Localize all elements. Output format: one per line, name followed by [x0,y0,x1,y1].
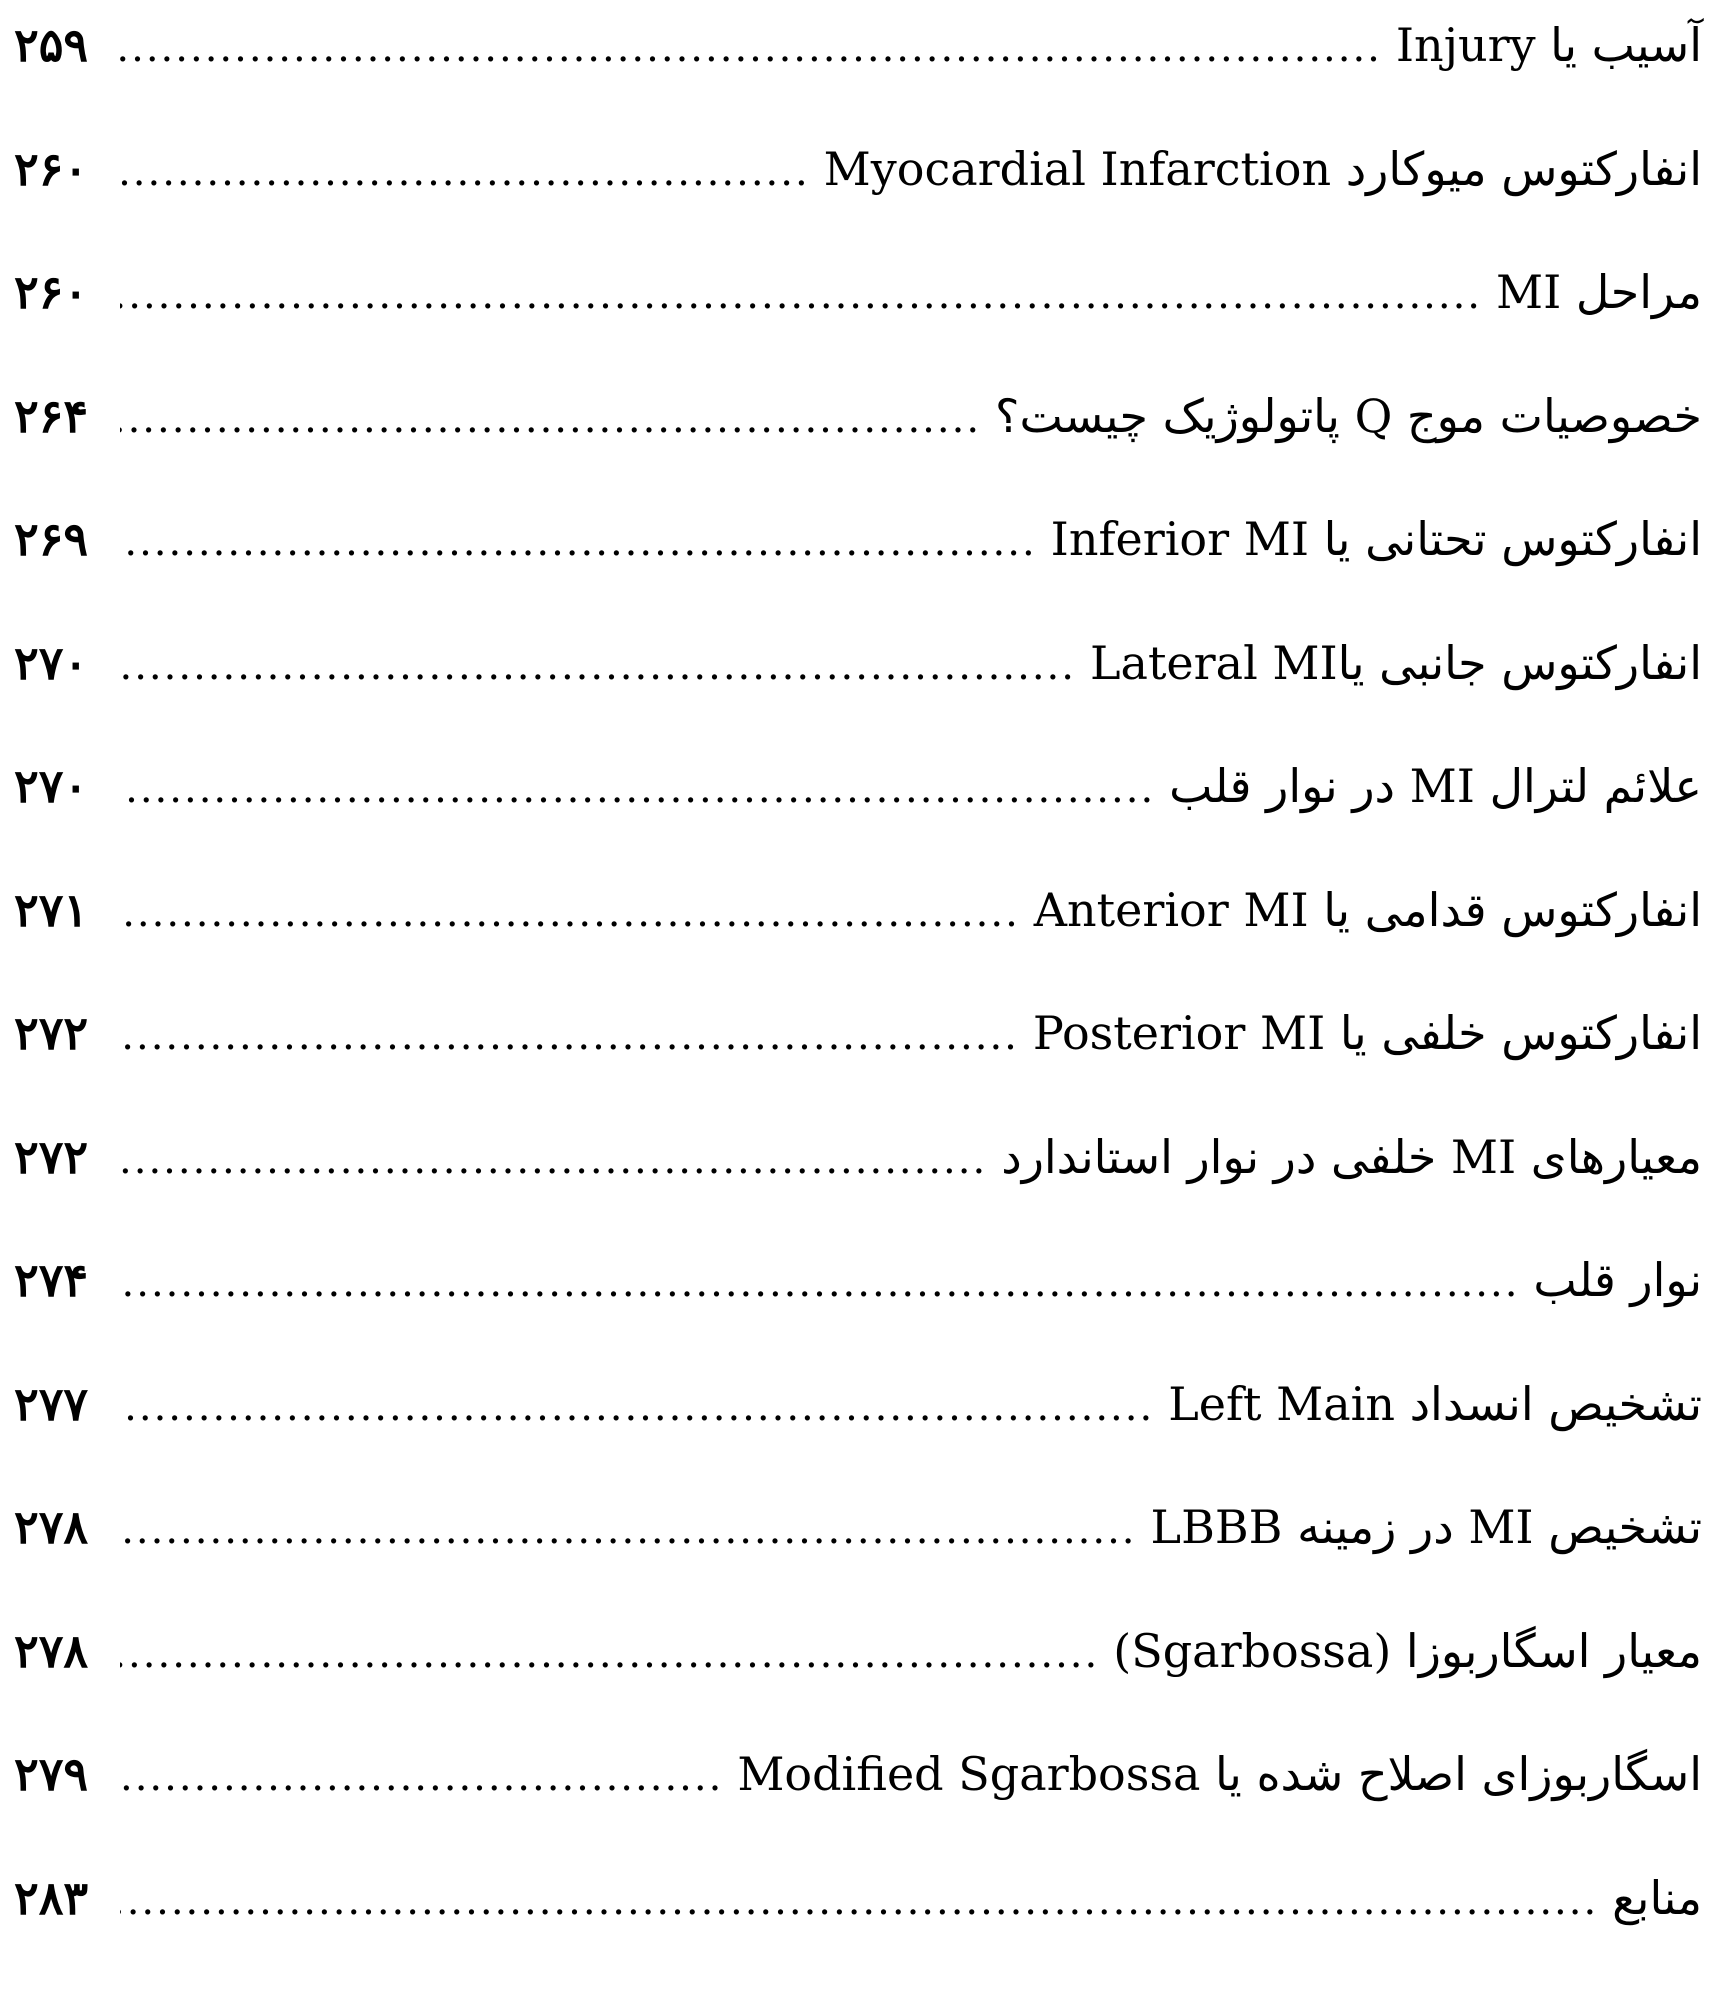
toc-entry-page-number: ۲۷۹ [14,1751,106,1797]
toc-dot-leader [120,1387,1154,1427]
toc-dot-leader [120,769,1155,809]
toc-entry-page-number: ۲۶۰ [14,146,106,192]
toc-entry-title: علائم لترال MI در نوار قلب [1169,763,1702,809]
toc-entry-title: تشخیص MI در زمینه LBBB [1151,1504,1702,1550]
toc-entry-title: انفارکتوس تحتانی یا Inferior MI [1051,516,1702,562]
toc-entry-page-number: ۲۶۴ [14,393,106,439]
toc-entry-title: انفارکتوس خلفی یا Posterior MI [1033,1010,1702,1056]
toc-dot-leader [120,1140,987,1180]
toc-entry-page-number: ۲۷۷ [14,1381,106,1427]
toc-entry-pathologic-q-wave[interactable] [14,393,1702,517]
toc-entry-posterior-mi-criteria[interactable] [14,1134,1702,1258]
toc-entry-mi-with-lbbb[interactable] [14,1504,1702,1628]
toc-entry-title: انفارکتوس میوکارد Myocardial Infarction [824,146,1702,192]
toc-dot-leader [120,399,981,439]
toc-entry-posterior-mi[interactable] [14,1010,1702,1134]
toc-dot-leader [120,893,1020,933]
toc-entry-sgarbossa-criteria[interactable] [14,1628,1702,1752]
toc-entry-page-number: ۲۷۴ [14,1257,106,1303]
toc-entry-mi-stages[interactable] [14,269,1702,393]
toc-entry-injury[interactable] [14,22,1702,146]
toc-dot-leader [120,1634,1099,1674]
toc-entry-lateral-mi-ecg-signs[interactable] [14,763,1702,887]
toc-entry-page-number: ۲۷۲ [14,1010,106,1056]
toc-entry-title: منابع [1612,1875,1702,1921]
toc-entry-title: معیار اسگاربوزا (Sgarbossa) [1113,1628,1702,1674]
toc-dot-leader [120,1881,1598,1921]
toc-entry-title: انفارکتوس جانبی یاLateral MI [1090,640,1702,686]
toc-dot-leader [120,1757,723,1797]
toc-entry-title: تشخیص انسداد Left Main [1168,1381,1702,1427]
toc-entry-title: آسیب یا Injury [1396,22,1702,68]
toc-dot-leader [120,646,1076,686]
toc-entry-page-number: ۲۷۸ [14,1504,106,1550]
toc-entry-lateral-mi[interactable] [14,640,1702,764]
toc-entry-references[interactable] [14,1875,1702,1998]
toc-entry-title: انفارکتوس قدامی یا Anterior MI [1034,887,1702,933]
toc-dot-leader [120,275,1482,315]
toc-entry-page-number: ۲۶۰ [14,269,106,315]
toc-entry-page-number: ۲۷۲ [14,1134,106,1180]
toc-entry-inferior-mi[interactable] [14,516,1702,640]
toc-dot-leader [120,1263,1519,1303]
toc-entry-page-number: ۲۷۸ [14,1628,106,1674]
toc-entry-title: اسگاربوزای اصلاح شده یا Modified Sgarbossa [737,1751,1702,1797]
toc-dot-leader [120,522,1037,562]
toc-entry-page-number: ۲۶۹ [14,516,106,562]
toc-entry-page-number: ۲۷۰ [14,640,106,686]
toc-entry-page-number: ۲۸۳ [14,1875,106,1921]
toc-entry-left-main-occlusion[interactable] [14,1381,1702,1505]
toc-entry-anterior-mi[interactable] [14,887,1702,1011]
toc-entry-title: مراحل MI [1496,269,1702,315]
toc-entry-page-number: ۲۷۱ [14,887,106,933]
toc-entry-page-number: ۲۷۰ [14,763,106,809]
toc-dot-leader [120,28,1382,68]
toc-dot-leader [120,1016,1019,1056]
toc-entry-page-number: ۲۵۹ [14,22,106,68]
toc-dot-leader [120,1510,1137,1550]
table-of-contents [14,22,1702,1998]
toc-entry-ecg[interactable] [14,1257,1702,1381]
toc-dot-leader [120,152,810,192]
toc-entry-modified-sgarbossa[interactable] [14,1751,1702,1875]
toc-entry-title: خصوصیات موج Q پاتولوژیک چیست؟ [995,393,1702,439]
toc-entry-title: معیارهای MI خلفی در نوار استاندارد [1001,1134,1702,1180]
toc-entry-title: نوار قلب [1533,1257,1702,1303]
toc-entry-myocardial-infarction[interactable] [14,146,1702,270]
